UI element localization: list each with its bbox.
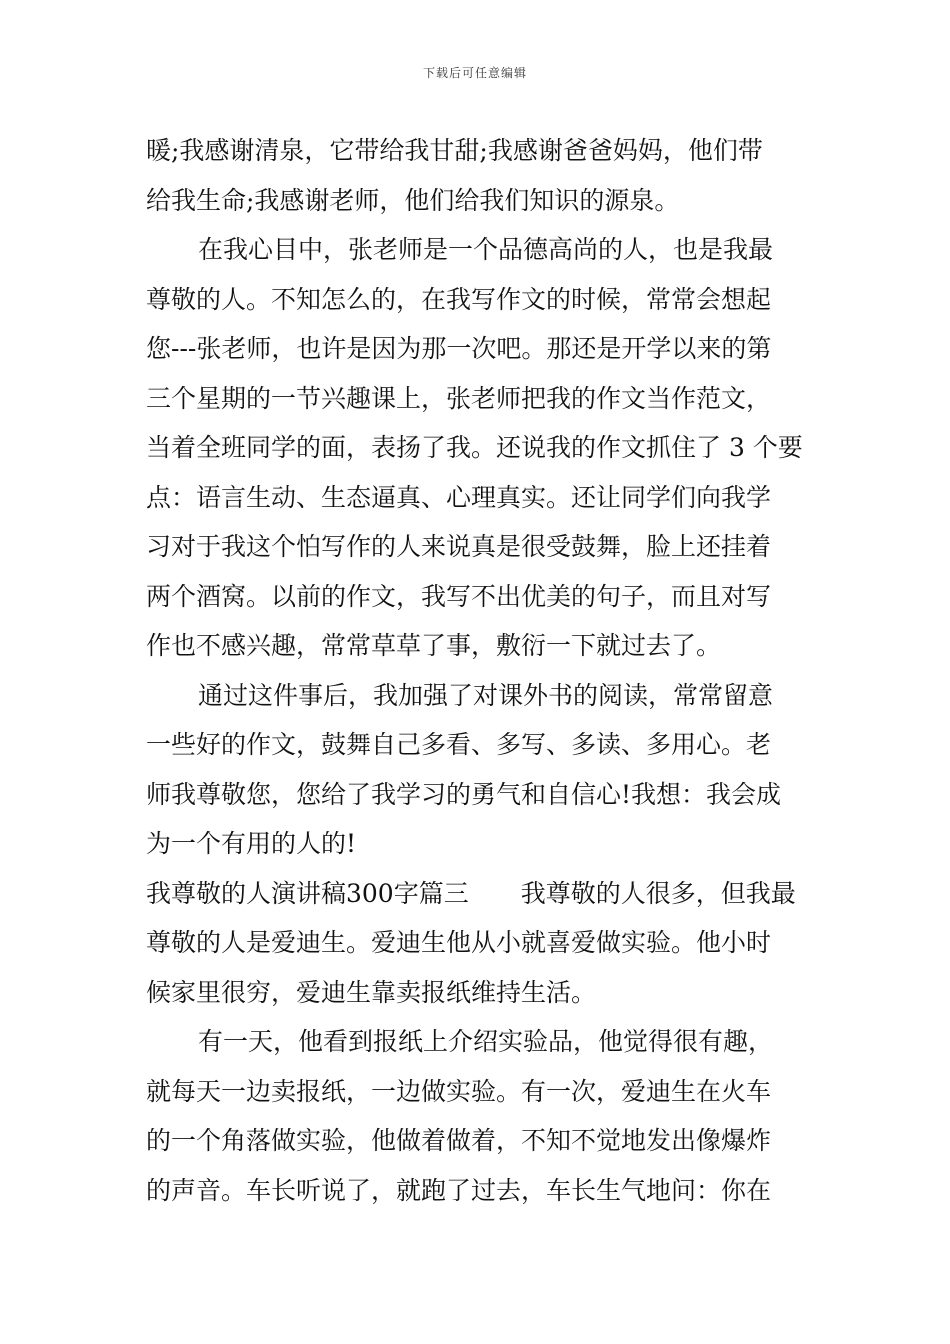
text-line: 作也不感兴趣，常常草草了事，敷衍一下就过去了。 — [146, 631, 722, 660]
text-line: 一些好的作文，鼓舞自己多看、多写、多读、多用心。老 — [146, 730, 772, 759]
text-line: 您---张老师，也许是因为那一次吧。那还是开学以来的第 — [146, 334, 772, 363]
paragraph-start-line: 通过这件事后，我加强了对课外书的阅读，常常留意 — [198, 680, 774, 710]
text-line: 习对于我这个怕写作的人来说真是很受鼓舞，脸上还挂着 — [146, 532, 772, 561]
text-line: 给我生命;我感谢老师，他们给我们知识的源泉。 — [146, 185, 680, 215]
text-line: 尊敬的人。不知怎么的，在我写作文的时候，常常会想起 — [146, 284, 772, 314]
text-line: 当着全班同学的面，表扬了我。还说我的作文抓住了 3 个要 — [146, 433, 803, 462]
text-line: 三个星期的一节兴趣课上，张老师把我的作文当作范文， — [146, 383, 772, 413]
page-header: 下载后可任意编辑 — [422, 66, 527, 80]
text-line: 就每天一边卖报纸，一边做实验。有一次，爱迪生在火车 — [146, 1076, 772, 1106]
paragraph-start-line: 有一天，他看到报纸上介绍实验品，他觉得很有趣， — [198, 1027, 774, 1056]
paragraph-start-line: 在我心目中，张老师是一个品德高尚的人，也是我最 — [198, 235, 774, 264]
text-line: 师我尊敬您，您给了我学习的勇气和自信心!我想：我会成 — [146, 779, 782, 809]
text-line: 的一个角落做实验，他做着做着，不知不觉地发出像爆炸 — [146, 1126, 772, 1155]
section-title-line — [146, 869, 808, 919]
text-line: 候家里很穷，爱迪生靠卖报纸维持生活。 — [146, 977, 597, 1007]
text-line: 两个酒窝。以前的作文，我写不出优美的句子，而且对写 — [146, 581, 772, 611]
text-line: 的声音。车长听说了，就跑了过去，车长生气地问：你在 — [146, 1175, 772, 1205]
document-body — [146, 126, 808, 1215]
section-first-line: 我尊敬的人很多，但我最 — [520, 878, 796, 908]
section-title: 我尊敬的人演讲稿300字篇三 — [146, 878, 469, 908]
text-line: 暖;我感谢清泉，它带给我甘甜;我感谢爸爸妈妈，他们带 — [146, 136, 763, 165]
text-line: 为一个有用的人的! — [146, 829, 357, 858]
text-line: 点：语言生动、生态逼真、心理真实。还让同学们向我学 — [146, 482, 772, 512]
text-line: 尊敬的人是爱迪生。爱迪生他从小就喜爱做实验。他小时 — [146, 928, 772, 957]
